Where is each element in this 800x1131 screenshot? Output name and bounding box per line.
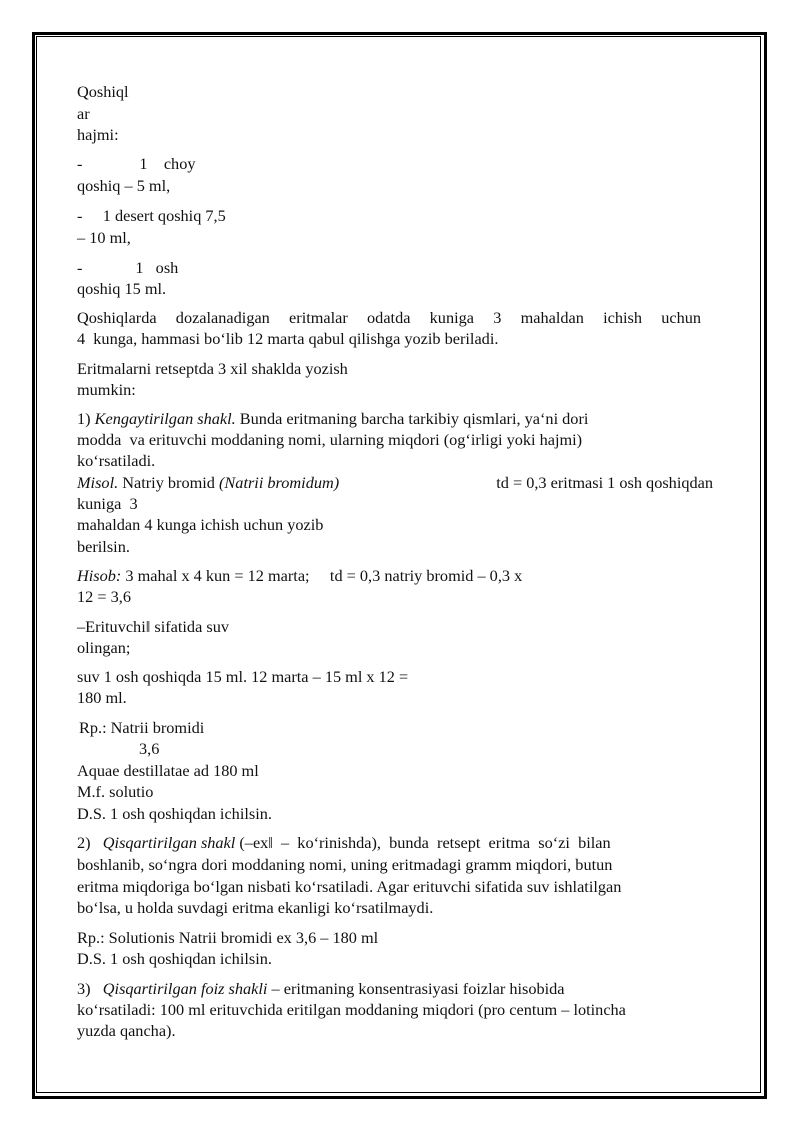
calculation-line: Hisob: 3 mahal x 4 kun = 12 marta; td = 0,3 natriy bromid – 0,3 x	[77, 566, 523, 585]
paragraph-line: boshlanib, so‘ngra dori moddaning nomi, uning eritmadagi gramm miqdori, butun	[77, 855, 613, 874]
text-line: qoshiq – 5 ml,	[77, 176, 171, 195]
recipe-line: Rp.: Natrii bromidi	[79, 718, 205, 737]
example-line: Misol. Natriy bromid (Natrii bromidum) td = 0,3 eritmasi 1 osh qoshiqdan	[77, 473, 713, 492]
text-line: - 1 desert qoshiq 7,5	[77, 206, 226, 225]
text-line: mahaldan 4 kunga ichish uchun yozib	[77, 515, 324, 534]
section-3-heading: 3) Qisqartirilgan foiz shakli – eritmaning konsentrasiyasi foizlar hisobida	[77, 979, 565, 998]
text-line: 12 = 3,6	[77, 587, 131, 606]
recipe-line: Rp.: Solutionis Natrii bromidi ex 3,6 – 180 ml	[77, 928, 379, 947]
text-line: suv 1 osh qoshiqda 15 ml. 12 marta – 15 ml x 12 =	[77, 667, 409, 686]
paragraph-line: Qoshiqlarda dozalanadigan eritmalar odatda kuniga 3 mahaldan ichish uchun	[77, 308, 701, 327]
recipe-line: Aquae destillatae ad 180 ml	[77, 761, 259, 780]
text-line: kuniga 3	[77, 494, 138, 513]
text-line: - 1 osh	[77, 258, 179, 277]
paragraph-line: mumkin:	[77, 380, 136, 399]
recipe-line: D.S. 1 osh qoshiqdan ichilsin.	[77, 949, 272, 968]
text-line: 180 ml.	[77, 688, 127, 707]
recipe-line: M.f. solutio	[77, 782, 154, 801]
paragraph-line: eritma miqdoriga bo‘lgan nisbati ko‘rsatiladi. Agar erituvchi sifatida suv ishlatilgan	[77, 877, 622, 896]
paragraph-line: ko‘rsatiladi.	[77, 451, 156, 470]
text-line: hajmi:	[77, 125, 119, 144]
text-line: olingan;	[77, 638, 131, 657]
paragraph-line: bo‘lsa, u holda suvdagi eritma ekanligi ko‘rsatilmaydi.	[77, 898, 434, 917]
text-line: - 1 choy	[77, 154, 196, 173]
text-line: berilsin.	[77, 537, 130, 556]
paragraph-line: ko‘rsatiladi: 100 ml erituvchida eritilgan moddaning miqdori (pro centum – lotincha	[77, 1000, 626, 1019]
section-2-heading: 2) Qisqartirilgan shakl (–ex‖ – ko‘rinishda), bunda retsept eritma so‘zi bilan	[77, 833, 611, 852]
text-line: Qoshiql	[77, 82, 129, 101]
text-line: qoshiq 15 ml.	[77, 279, 167, 298]
text-line: –Erituvchi‖ sifatida suv	[77, 617, 229, 636]
paragraph-line: Eritmalarni retseptda 3 xil shaklda yozish	[77, 359, 348, 378]
paragraph-line: 4 kunga, hammasi bo‘lib 12 marta qabul qilishga yozib beriladi.	[77, 329, 499, 348]
recipe-line: D.S. 1 osh qoshiqdan ichilsin.	[77, 804, 272, 823]
text-line: – 10 ml,	[77, 228, 131, 247]
paragraph-line: yuzda qancha).	[77, 1021, 176, 1040]
recipe-line: 3,6	[139, 739, 160, 758]
section-1-heading: 1) Kengaytirilgan shakl. Bunda eritmaning barcha tarkibiy qismlari, ya‘ni dori	[77, 409, 589, 428]
text-line: ar	[77, 104, 90, 123]
paragraph-line: modda va erituvchi moddaning nomi, ularning miqdori (og‘irligi yoki hajmi)	[77, 430, 583, 449]
